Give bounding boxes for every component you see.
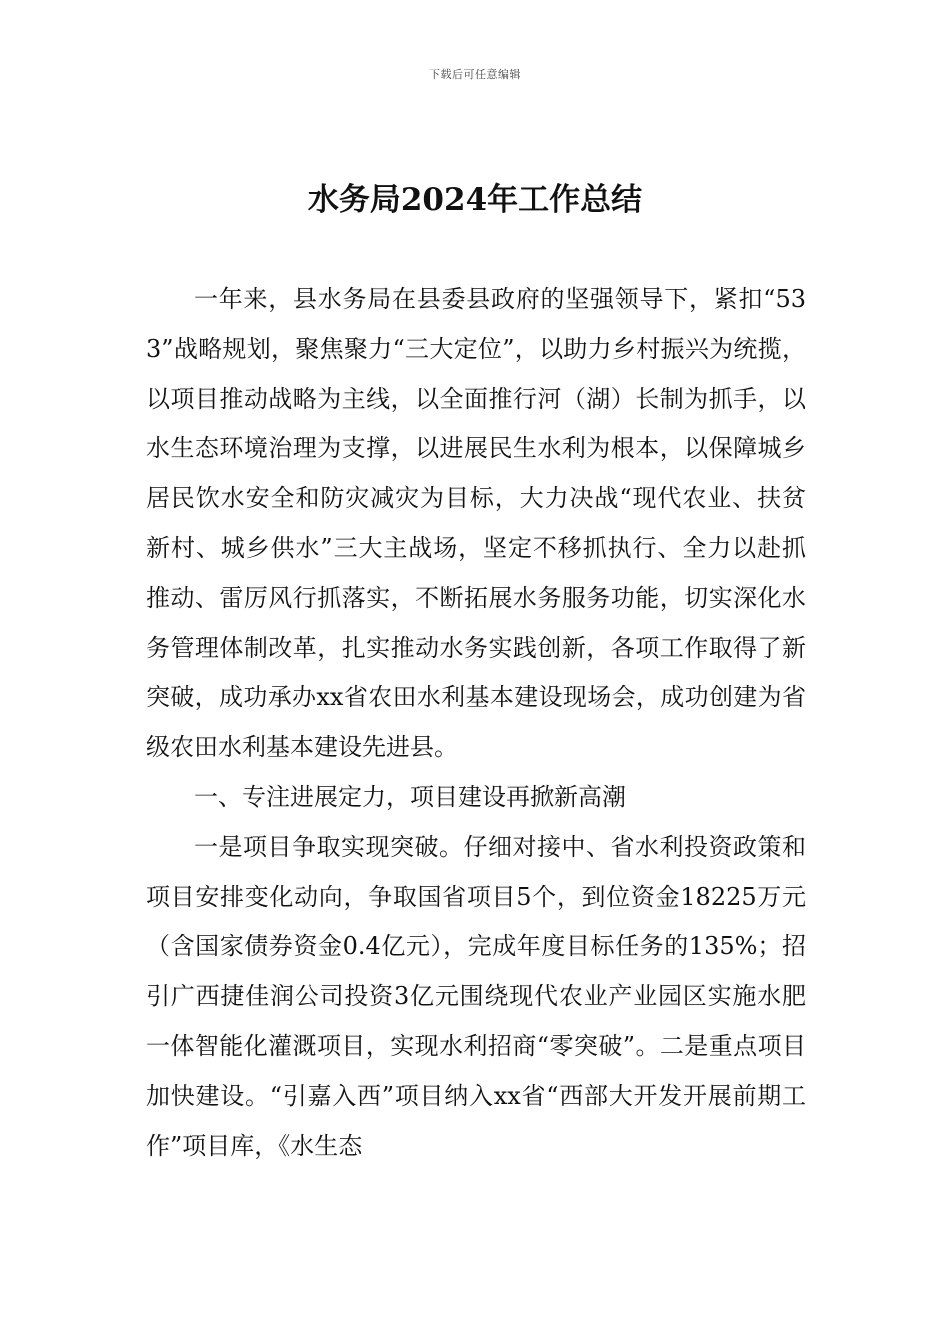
document-body	[146, 275, 806, 1171]
header-note: 下载后可任意编辑	[429, 68, 521, 81]
section-heading-1: 一、专注进展定力，项目建设再掀新高潮	[194, 782, 626, 811]
paragraph-intro: 一年来，县水务局在县委县政府的坚强领导下，紧扣“533”战略规划，聚焦聚力“三大定位”，以助力乡村振兴为统揽，以项目推动战略为主线，以全面推行河（湖）长制为抓手，以水生态环境治理为支撑，以进展民生水利为根本，以保障城乡居民饮水安全和防灾减灾为目标，大力决战“现代农业、扶贫新村、城乡供水”三大主战场，坚定不移抓执行、全力以赴抓推动、雷厉风行抓落实，不断拓展水务服务功能，切实深化水务管理体制改革，扎实推动水务实践创新，各项工作取得了新突破，成功承办xx省农田水利基本建设现场会，成功创建为省级农田水利基本建设先进县。	[146, 285, 806, 762]
document-title: 水务局2024年工作总结	[307, 182, 643, 218]
paragraph-section-1: 一是项目争取实现突破。仔细对接中、省水利投资政策和项目安排变化动向，争取国省项目5个，到位资金18225万元（含国家债券资金0.4亿元），完成年度目标任务的135%；招引广西捷佳润公司投资3亿元围绕现代农业产业园区实施水肥一体智能化灌溉项目，实现水利招商“零突破”。二是重点项目加快建设。“引嘉入西”项目纳入xx省“西部大开发开展前期工作”项目库，《水生态	[146, 832, 806, 1160]
